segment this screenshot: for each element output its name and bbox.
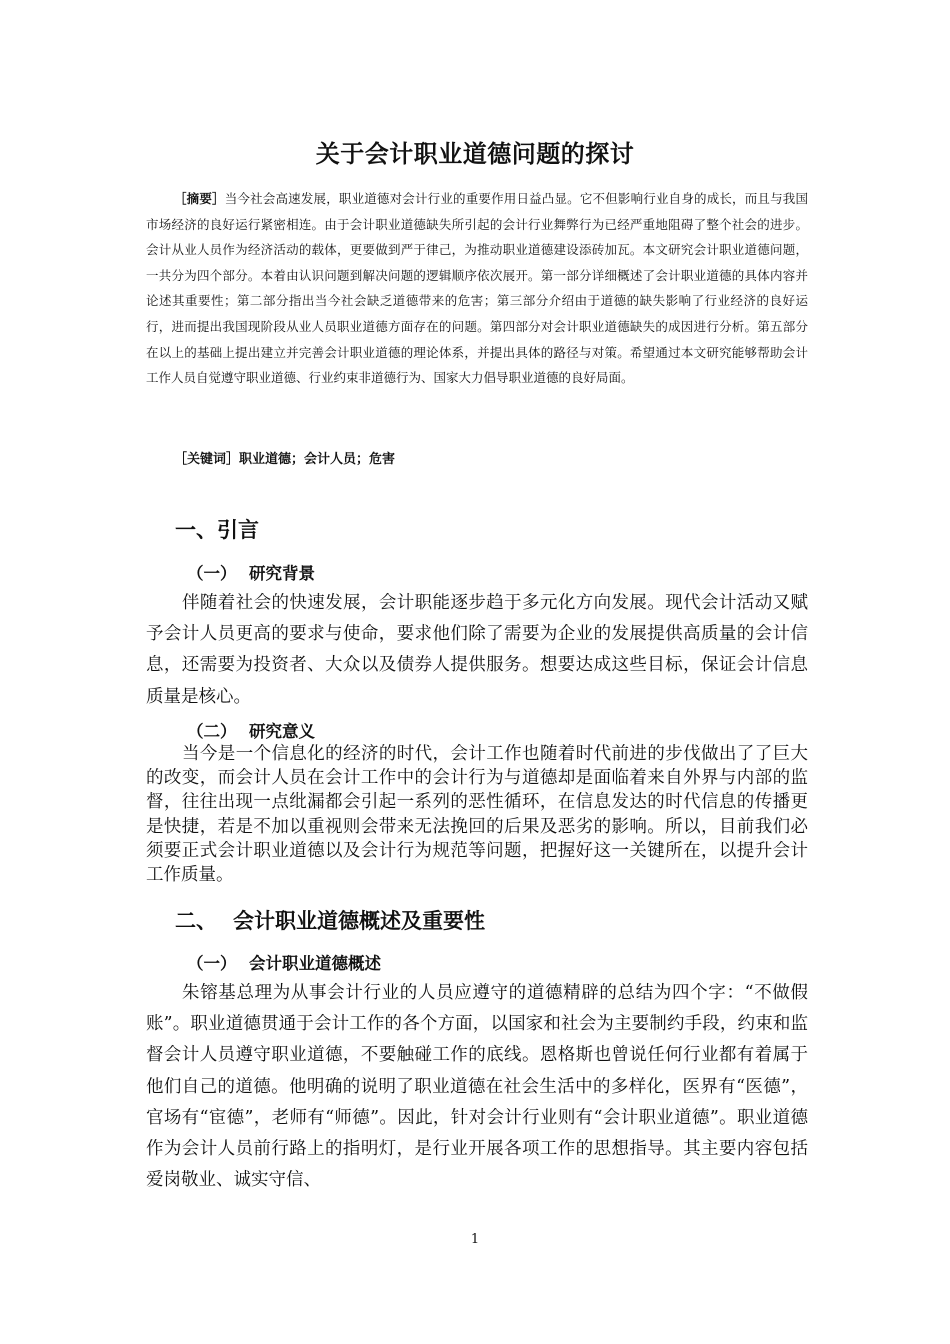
section-heading-2	[175, 905, 485, 935]
subsection-title: 研究背景	[249, 564, 315, 583]
subsection-heading-2-1	[187, 950, 381, 974]
section-number: 二、	[175, 909, 217, 933]
section-heading-1: 一、引言	[175, 518, 259, 542]
paragraph-ethics-overview: 朱镕基总理为从事会计行业的人员应遵守的道德精辟的总结为四个字：“不做假账”。职业道德贯通于会计工作的各个方面，以国家和社会为主要制约手段，约束和监督会计人员遵守职业道德，不要触碰工作的底线。恩格斯也曾说任何行业都有着属于他们自己的道德。他明确的说明了职业道德在社会生活中的多样化，医界有“医德”，官场有“宦德”，老师有“师德”。因此，针对会计行业则有“会计职业道德”。职业道德作为会计人员前行路上的指明灯，是行业开展各项工作的思想指导。其主要内容包括爱岗敬业、诚实守信、	[146, 983, 808, 1191]
abstract-text: 当今社会高速发展，职业道德对会计行业的重要作用日益凸显。它不但影响行业自身的成长，而且与我国市场经济的良好运行紧密相连。由于会计职业道德缺失所引起的会计行业舞弊行为已经严重地阻碍了整个社会的进步。会计从业人员作为经济活动的载体，更要做到严于律己，为推动职业道德建设添砖加瓦。本文研究会计职业道德问题，一共分为四个部分。本着由认识问题到解决问题的逻辑顺序依次展开。第一部分详细概述了会计职业道德的具体内容并论述其重要性；第二部分指出当今社会缺乏道德带来的危害；第三部分介绍由于道德的缺失影响了行业经济的良好运行，进而提出我国现阶段从业人员职业道德方面存在的问题。第四部分对会计职业道德缺失的成因进行分析。第五部分在以上的基础上提出建立并完善会计职业道德的理论体系，并提出具体的路径与对策。希望通过本文研究能够帮助会计工作人员自觉遵守职业道德、行业约束非道德行为、国家大力倡导职业道德的良好局面。	[146, 191, 808, 386]
abstract	[146, 186, 808, 391]
page-number: 1	[470, 1232, 480, 1247]
subsection-title: 研究意义	[249, 722, 315, 741]
subsection-heading-1-2	[187, 718, 315, 742]
subsection-heading-1-1	[187, 560, 315, 584]
abstract-label: ［摘要］	[174, 191, 225, 206]
subsection-title: 会计职业道德概述	[249, 954, 381, 973]
paragraph-research-significance: 当今是一个信息化的经济的时代，会计工作也随着时代前进的步伐做出了了巨大的改变，而会计人员在会计工作中的会计行为与道德却是面临着来自外界与内部的监督，往往出现一点纰漏都会引起一系列的恶性循环，在信息发达的时代信息的传播更是快捷，若是不加以重视则会带来无法挽回的后果及恶劣的影响。所以，目前我们必须要正式会计职业道德以及会计行为规范等问题，把握好这一关键所在，以提升会计工作质量。	[146, 744, 808, 886]
subsection-number: （一）	[187, 564, 237, 583]
paragraph-research-background: 伴随着社会的快速发展，会计职能逐步趋于多元化方向发展。现代会计活动又赋予会计人员更高的要求与使命，要求他们除了需要为企业的发展提供高质量的会计信息，还需要为投资者、大众以及债券人提供服务。想要达成这些目标，保证会计信息质量是核心。	[146, 593, 808, 707]
section-title: 会计职业道德概述及重要性	[233, 909, 485, 933]
keywords: ［关键词］职业道德；会计人员；危害	[174, 452, 396, 467]
subsection-number: （一）	[187, 954, 237, 973]
subsection-number: （二）	[187, 722, 237, 741]
document-title: 关于会计职业道德问题的探讨	[315, 140, 635, 168]
